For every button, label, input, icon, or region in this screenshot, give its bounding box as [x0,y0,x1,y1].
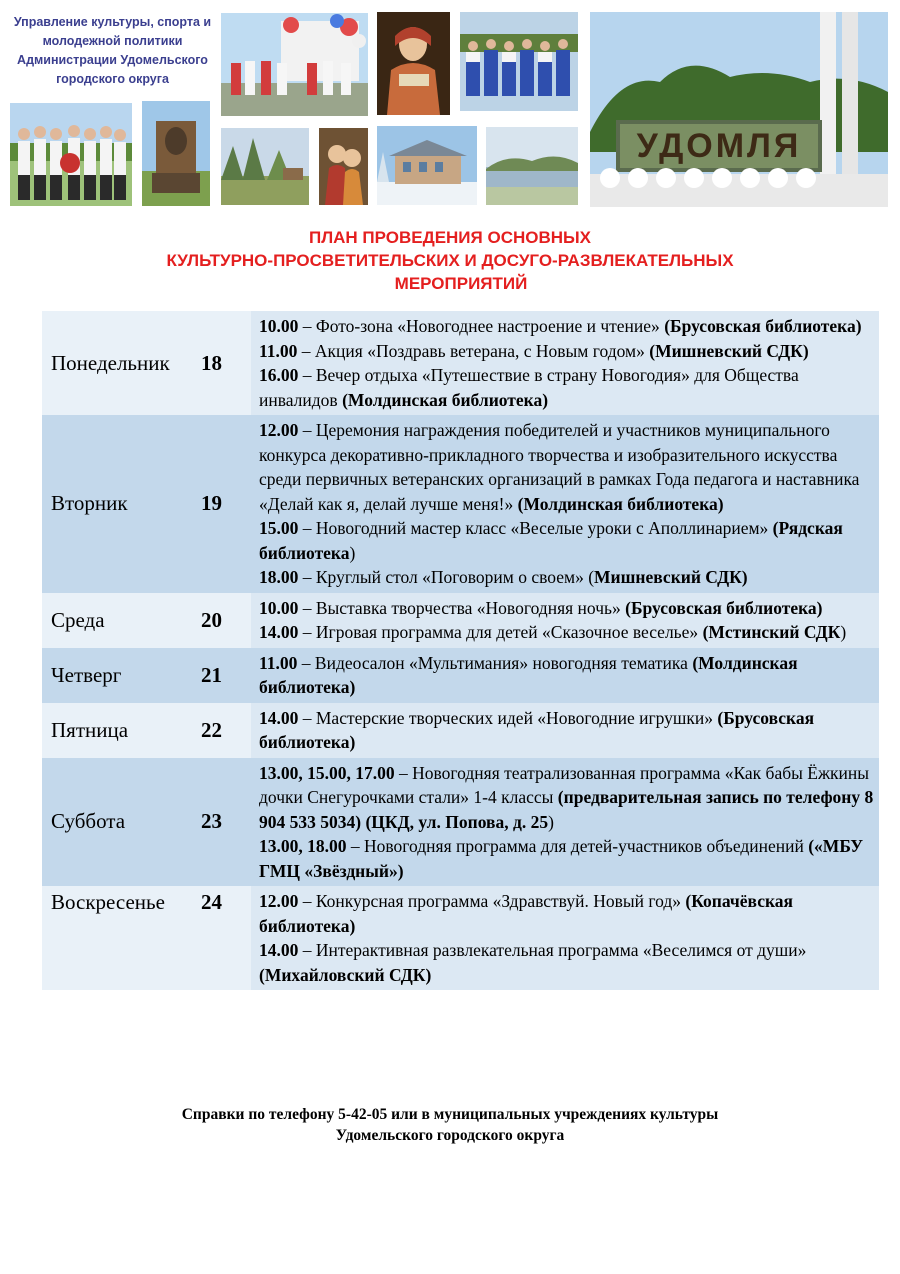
event-time: 10.00 [259,597,299,618]
day-date: 21 [199,648,251,703]
event-time: 12.00 [259,891,299,911]
events-cell [251,415,879,593]
event-item [259,516,875,565]
schedule-row-wednesday [42,593,879,648]
day-date: 19 [199,415,251,593]
event-text: – Мастерские творческих идей «Новогодние игрушки» [298,707,718,728]
org-line: Управление культуры, спорта и [13,15,212,29]
event-time: 14.00 [259,940,299,960]
events-cell [251,648,879,703]
event-time: 18.00 [259,567,299,587]
event-text: – Выставка творчества «Новогодняя ночь» [298,597,626,618]
city-sign-text: УДОМЛЯ [636,127,802,165]
event-time: 14.00 [259,707,299,728]
event-place: (Брусовская библиотека) [259,707,815,752]
event-item [259,620,875,645]
event-item [259,565,875,590]
photo-painting-girl [377,12,450,115]
photo-landscape-painting [221,128,309,205]
day-name: Понедельник [42,311,199,415]
event-item [259,314,875,339]
org-line: городского округа [56,72,169,86]
events-cell [251,593,879,648]
event-place: (Молдинская библиотека) [517,493,724,514]
event-text: – Конкурсная программа «Здравствуй. Новый год» [298,891,686,911]
day-name: Суббота [42,758,199,887]
schedule-table [42,311,879,990]
event-place: Мишневский СДК) [594,567,748,587]
events-cell [251,311,879,415]
schedule-row-thursday [42,648,879,703]
photo-city-sign [590,12,888,207]
event-time: 13.00, 18.00 [259,836,347,856]
title-line: КУЛЬТУРНО-ПРОСВЕТИТЕЛЬСКИХ И ДОСУГО-РАЗВЛЕКАТЕЛЬНЫХ [166,251,734,270]
event-place: (предварительная запись по телефону 8 904 533 5034) (ЦКД, ул. Попова, д. 25 [259,787,874,832]
event-time: 14.00 [259,622,299,642]
day-date: 24 [199,886,251,990]
day-date: 20 [199,593,251,648]
event-text: – Новогодняя программа для детей-участников объединений [346,836,809,856]
title-line: МЕРОПРИЯТИЙ [394,274,528,293]
schedule-row-friday [42,703,879,758]
event-text: – Акция «Поздравь ветерана, с Новым годом» [297,340,650,361]
photo-youth-group [10,103,132,206]
event-place: (Брусовская библиотека) [625,597,823,618]
day-name: Вторник [42,415,199,593]
event-text: – Новогодний мастер класс «Веселые уроки с Аполлинарием» [298,518,773,538]
org-line: Администрации Удомельского [17,53,208,67]
day-date: 23 [199,758,251,887]
event-text: – Фото-зона «Новогоднее настроение и чтение» [298,316,665,336]
event-item [259,418,875,516]
event-place: (Молдинская библиотека) [342,389,549,410]
event-item [259,938,875,987]
event-time: 11.00 [259,652,298,673]
footer-line: Удомельского городского округа [335,1127,565,1144]
events-cell [251,886,879,990]
event-text: – Интерактивная развлекательная программа «Веселимся от души» [298,940,807,960]
event-item [259,761,875,835]
day-name: Воскресенье [42,886,199,990]
plan-title [0,226,900,295]
event-time: 13.00, 15.00, 17.00 [259,762,395,783]
title-line: ПЛАН ПРОВЕДЕНИЯ ОСНОВНЫХ [308,228,592,247]
event-text: – Круглый стол «Поговорим о своем» ( [298,567,595,587]
day-date: 18 [199,311,251,415]
event-tail: ) [349,542,356,563]
event-text: – Вечер отдыха «Путешествие в страну Новогодия» для Общества инвалидов [259,365,799,410]
photo-choir [460,12,578,111]
events-cell [251,703,879,758]
event-text: – Церемония награждения победителей и участников муниципального конкурса декоративно-прикладного творчества и изобразительного искусства среди первичных ветеранских организаций в рамках Года педагога и наставника «Делай как я, делай лучше меня!» [259,420,860,514]
event-tail: ) [548,811,554,832]
event-item [259,889,875,938]
event-item [259,651,875,700]
org-line: молодежной политики [42,34,183,48]
photo-painting-girls [319,128,368,205]
event-item [259,596,875,621]
event-time: 15.00 [259,518,299,538]
event-place: (Мишневский СДК) [649,340,809,361]
event-item [259,834,875,883]
event-time: 11.00 [259,340,298,361]
photo-culture-building [377,126,477,205]
day-name: Четверг [42,648,199,703]
event-place: («МБУ ГМЦ «Звёздный») [259,836,864,881]
event-item [259,706,875,755]
event-text: – Игровая программа для детей «Сказочное веселье» [298,622,703,642]
event-place: (Брусовская библиотека) [664,316,862,336]
day-name: Среда [42,593,199,648]
schedule-row-saturday [42,758,879,887]
event-tail: ) [840,622,847,642]
event-place: (Михайловский СДК) [259,964,432,985]
photo-monument [142,101,210,206]
event-time: 12.00 [259,420,299,440]
event-item [259,363,875,412]
footer-line: Справки по телефону 5-42-05 или в муниципальных учреждениях культуры [181,1106,719,1123]
event-text: – Новогодняя театрализованная программа «Как бабы Ёжкины дочки Снегурочками стали» 1-4 классы [259,762,870,807]
footer-note [0,1104,900,1146]
events-cell [251,758,879,887]
day-date: 22 [199,703,251,758]
schedule-row-monday [42,311,879,415]
event-time: 10.00 [259,316,299,336]
event-place: (Копачёвская библиотека) [259,891,794,936]
event-place: (Рядская библиотека [259,518,843,563]
event-place: (Молдинская библиотека) [259,652,798,697]
event-time: 16.00 [259,365,299,385]
event-text: – Видеосалон «Мультимания» новогодняя тематика [297,652,693,673]
schedule-row-sunday [42,886,879,990]
organization-name [10,13,215,89]
event-place: (Мстинский СДК [702,622,841,642]
photo-lake [486,127,578,205]
header-collage [0,0,900,215]
schedule-row-tuesday [42,415,879,593]
day-name: Пятница [42,703,199,758]
event-item [259,339,875,364]
photo-folk-dance [221,13,368,116]
